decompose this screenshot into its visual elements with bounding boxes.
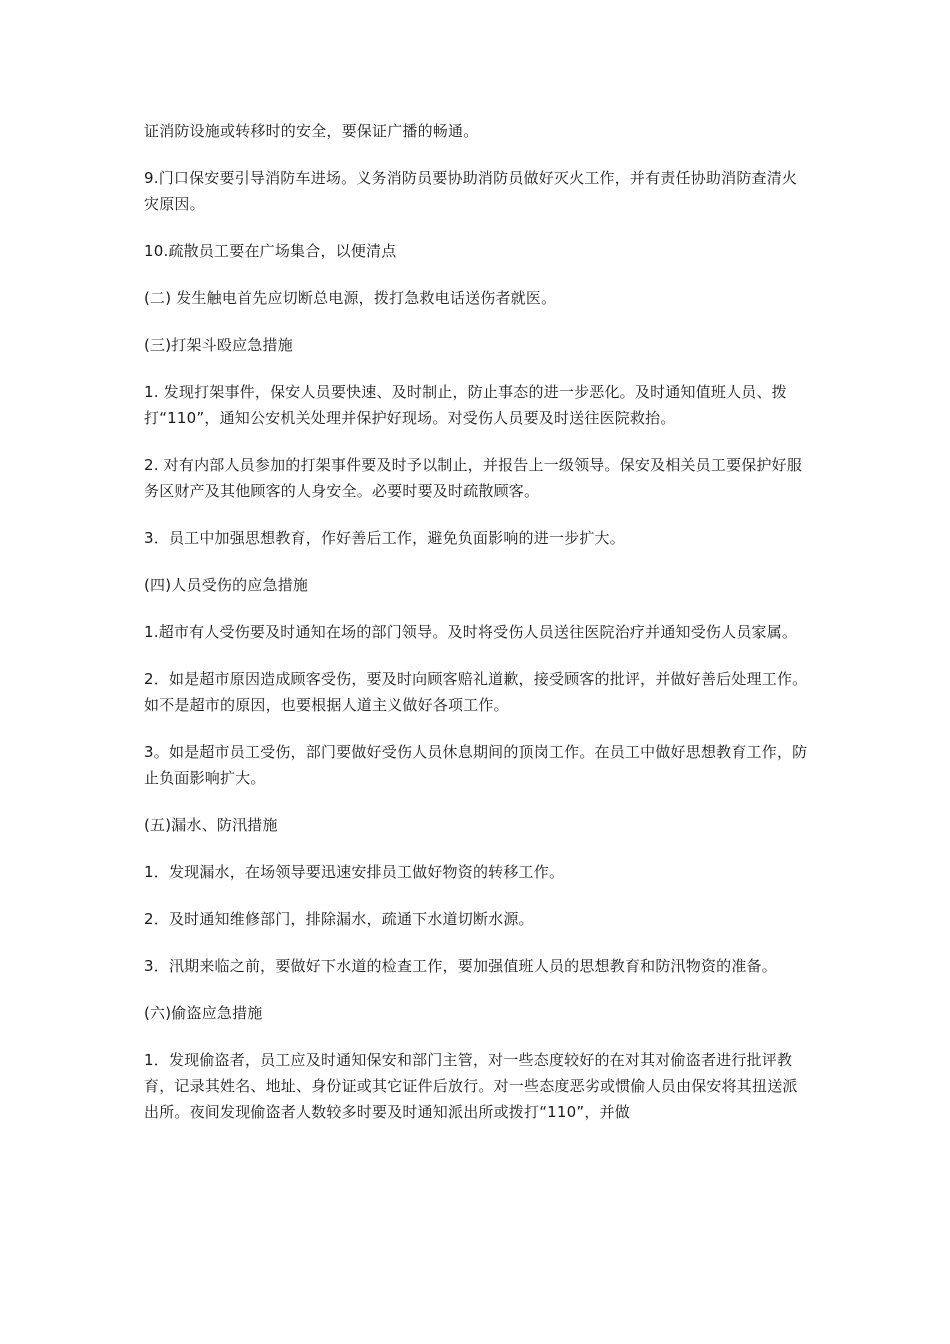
paragraph-water-3: 3．汛期来临之前，要做好下水道的检查工作，要加强值班人员的思想教育和防汛物资的准备。: [144, 957, 777, 975]
section-heading-water-leak: (五)漏水、防汛措施: [144, 816, 278, 834]
paragraph-fighting-3: 3．员工中加强思想教育，作好善后工作，避免负面影响的进一步扩大。: [144, 529, 625, 547]
paragraph-injury-2: 2．如是超市原因造成顾客受伤，要及时向顾客赔礼道歉，接受顾客的批评，并做好善后处理工作。如不是超市的原因，也要根据人道主义做好各项工作。: [144, 670, 808, 714]
paragraph-fighting-2: 2. 对有内部人员参加的打架事件要及时予以制止，并报告上一级领导。保安及相关员工要保护好服务区财产及其他顾客的人身安全。必要时要及时疏散顾客。: [144, 456, 803, 500]
paragraph-fighting-1: 1. 发现打架事件，保安人员要快速、及时制止，防止事态的进一步恶化。及时通知值班人员、拨打“110”，通知公安机关处理并保护好现场。对受伤人员要及时送往医院救抬。: [144, 383, 787, 427]
paragraph-water-2: 2．及时通知维修部门，排除漏水，疏通下水道切断水源。: [144, 910, 534, 928]
paragraph-water-1: 1．发现漏水，在场领导要迅速安排员工做好物资的转移工作。: [144, 863, 565, 881]
section-heading-theft: (六)偷盗应急措施: [144, 1004, 263, 1022]
paragraph-injury-1: 1.超市有人受伤要及时通知在场的部门领导。及时将受伤人员送往医院治疗并通知受伤人员家属。: [144, 623, 798, 641]
document-page: [144, 118, 808, 1146]
section-heading-electric-shock: (二) 发生触电首先应切断总电源，拨打急救电话送伤者就医。: [144, 289, 557, 307]
paragraph-item-9: 9.门口保安要引导消防车进场。义务消防员要协助消防员做好灭火工作，并有责任协助消防查清火灾原因。: [144, 169, 798, 213]
paragraph-item-10: 10.疏散员工要在广场集合，以便清点: [144, 242, 397, 260]
section-heading-fighting: (三)打架斗殴应急措施: [144, 336, 293, 354]
paragraph-fire-safety-continued: 证消防设施或转移时的安全，要保证广播的畅通。: [144, 122, 479, 140]
paragraph-theft-1: 1．发现偷盗者，员工应及时通知保安和部门主管，对一些态度较好的在对其对偷盗者进行批评教育，记录其姓名、地址、身份证或其它证件后放行。对一些态度恶劣或惯偷人员由保安将其扭送派出所。夜间发现偷盗者人数较多时要及时通知派出所或拨打“110”，并做: [144, 1051, 798, 1121]
paragraph-injury-3: 3。如是超市员工受伤，部门要做好受伤人员休息期间的顶岗工作。在员工中做好思想教育工作，防止负面影响扩大。: [144, 743, 808, 787]
section-heading-injury: (四)人员受伤的应急措施: [144, 576, 309, 594]
